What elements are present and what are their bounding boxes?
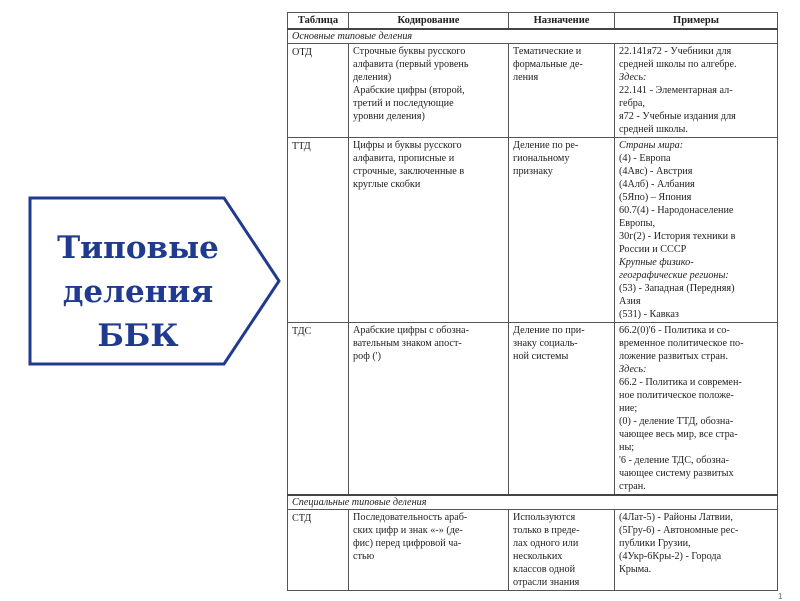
table-header-row — [288, 13, 778, 30]
header-encoding: Кодирование — [349, 13, 509, 30]
division-code: ТДС — [288, 323, 349, 496]
encoding-cell-line: ских цифр и знак «-» (де- — [353, 525, 463, 536]
slide-title — [28, 226, 248, 358]
examples-cell-line: '6 - деление ТДС, обозна- — [619, 455, 729, 466]
purpose-cell-line: Деление по ре- — [513, 140, 579, 151]
encoding-cell-line: Цифры и буквы русского — [353, 140, 462, 151]
examples-cell-line: ложение развитых стран. — [619, 351, 728, 362]
section-special-divisions-row — [288, 495, 778, 510]
examples-cell-line: Здесь: — [619, 72, 647, 83]
encoding-cell-line: Строчные буквы русского — [353, 46, 466, 57]
division-code: ОТД — [288, 44, 349, 138]
encoding-cell-line: роф (') — [353, 351, 381, 362]
section-main-divisions: Основные типовые деления — [288, 29, 778, 44]
page-number: 1 — [778, 592, 783, 601]
purpose-cell-line: формальные де- — [513, 59, 583, 70]
examples-cell-line: (4Лат-5) - Районы Латвии, — [619, 512, 733, 523]
examples-cell-line: 66.2(0)'6 - Политика и со- — [619, 325, 730, 336]
purpose-cell-line: классов одной — [513, 564, 576, 575]
purpose-cell-line: знаку социаль- — [513, 338, 578, 349]
examples-cell-line: Европы, — [619, 218, 656, 229]
purpose-cell — [509, 138, 615, 323]
examples-cell — [615, 44, 778, 138]
examples-cell — [615, 138, 778, 323]
encoding-cell-line: круглые скобки — [353, 179, 421, 190]
examples-cell-line: временное политическое по- — [619, 338, 744, 349]
encoding-cell-line: Арабские цифры с обозна- — [353, 325, 469, 336]
examples-cell — [615, 323, 778, 496]
examples-cell-line: Азия — [619, 296, 641, 307]
header-examples: Примеры — [615, 13, 778, 30]
examples-cell-line: Крыма. — [619, 564, 652, 575]
encoding-cell-line: уровни деления) — [353, 111, 425, 122]
title-arrow-shape — [28, 196, 282, 366]
encoding-cell-line: Арабские цифры (второй, — [353, 85, 465, 96]
examples-cell-line: средней школы по алгебре. — [619, 59, 737, 70]
examples-cell-line: России и СССР — [619, 244, 687, 255]
section-main-divisions-row — [288, 29, 778, 44]
purpose-cell-line: нескольких — [513, 551, 563, 562]
section-special-divisions: Специальные типовые деления — [288, 495, 778, 510]
table-row — [288, 323, 778, 496]
examples-cell-line: (4Алб) - Албания — [619, 179, 695, 190]
examples-cell-line: (4) - Европа — [619, 153, 671, 164]
typical-divisions-table — [287, 12, 778, 591]
examples-cell-line: Крупные физико- — [619, 257, 694, 268]
examples-cell-line: (53) - Западная (Передняя) — [619, 283, 735, 294]
examples-cell-line: стран. — [619, 481, 646, 492]
slide-title-line1: Типовые — [57, 230, 219, 266]
examples-cell-line: ние; — [619, 403, 638, 414]
purpose-cell-line: лах одного или — [513, 538, 579, 549]
examples-cell-line: (5Гру-6) - Автономные рес- — [619, 525, 739, 536]
purpose-cell — [509, 44, 615, 138]
examples-cell-line: 30г(2) - История техники в — [619, 231, 736, 242]
examples-cell-line: я72 - Учебные издания для — [619, 111, 736, 122]
purpose-cell-line: ной системы — [513, 351, 569, 362]
encoding-cell-line: алфавита (первый уровень — [353, 59, 469, 70]
examples-cell-line: чающее систему развитых — [619, 468, 734, 479]
examples-cell-line: (5Япо) – Япония — [619, 192, 692, 203]
header-purpose: Назначение — [509, 13, 615, 30]
examples-cell-line: (4Авс) - Австрия — [619, 166, 693, 177]
encoding-cell — [349, 323, 509, 496]
examples-cell-line: 66.2 - Политика и современ- — [619, 377, 742, 388]
encoding-cell-line: фис) перед цифровой ча- — [353, 538, 462, 549]
purpose-cell-line: гиональному — [513, 153, 570, 164]
division-code: СТД — [288, 510, 349, 591]
examples-cell-line: географические регионы: — [619, 270, 729, 281]
encoding-cell-line: строчные, заключенные в — [353, 166, 465, 177]
examples-cell-line: (4Укр-6Кры-2) - Города — [619, 551, 722, 562]
encoding-cell — [349, 138, 509, 323]
examples-cell-line: Здесь: — [619, 364, 647, 375]
examples-cell-line: ны; — [619, 442, 635, 453]
purpose-cell-line: отрасли знания — [513, 577, 580, 588]
examples-cell-line: (0) - деление ТТД, обозна- — [619, 416, 734, 427]
encoding-cell — [349, 44, 509, 138]
purpose-cell — [509, 510, 615, 591]
examples-cell-line: 22.141я72 - Учебники для — [619, 46, 732, 57]
encoding-cell — [349, 510, 509, 591]
table-row — [288, 510, 778, 591]
encoding-cell-line: третий и последующие — [353, 98, 454, 109]
examples-cell-line: 22.141 - Элементарная ал- — [619, 85, 733, 96]
purpose-cell-line: признаку — [513, 166, 553, 177]
purpose-cell-line: ления — [513, 72, 539, 83]
examples-cell-line: (531) - Кавказ — [619, 309, 679, 320]
examples-cell-line: публики Грузии, — [619, 538, 691, 549]
examples-cell-line: 60.7(4) - Народонаселение — [619, 205, 734, 216]
division-code: ТТД — [288, 138, 349, 323]
encoding-cell-line: алфавита, прописные и — [353, 153, 455, 164]
purpose-cell-line: Используются — [513, 512, 576, 523]
table-row — [288, 44, 778, 138]
purpose-cell-line: только в преде- — [513, 525, 580, 536]
encoding-cell-line: стью — [353, 551, 375, 562]
slide-title-line2: деления ББК — [62, 274, 214, 354]
encoding-cell-line: Последовательность араб- — [353, 512, 468, 523]
examples-cell-line: ное политическое положе- — [619, 390, 734, 401]
purpose-cell-line: Деление по при- — [513, 325, 585, 336]
examples-cell-line: средней школы. — [619, 124, 688, 135]
examples-cell-line: гебра, — [619, 98, 645, 109]
encoding-cell-line: вательным знаком апост- — [353, 338, 462, 349]
examples-cell-line: чающее весь мир, все стра- — [619, 429, 738, 440]
table-row — [288, 138, 778, 323]
encoding-cell-line: деления) — [353, 72, 392, 83]
purpose-cell — [509, 323, 615, 496]
examples-cell-line: Страны мира: — [619, 140, 684, 151]
examples-cell — [615, 510, 778, 591]
header-table: Таблица — [288, 13, 349, 30]
purpose-cell-line: Тематические и — [513, 46, 582, 57]
